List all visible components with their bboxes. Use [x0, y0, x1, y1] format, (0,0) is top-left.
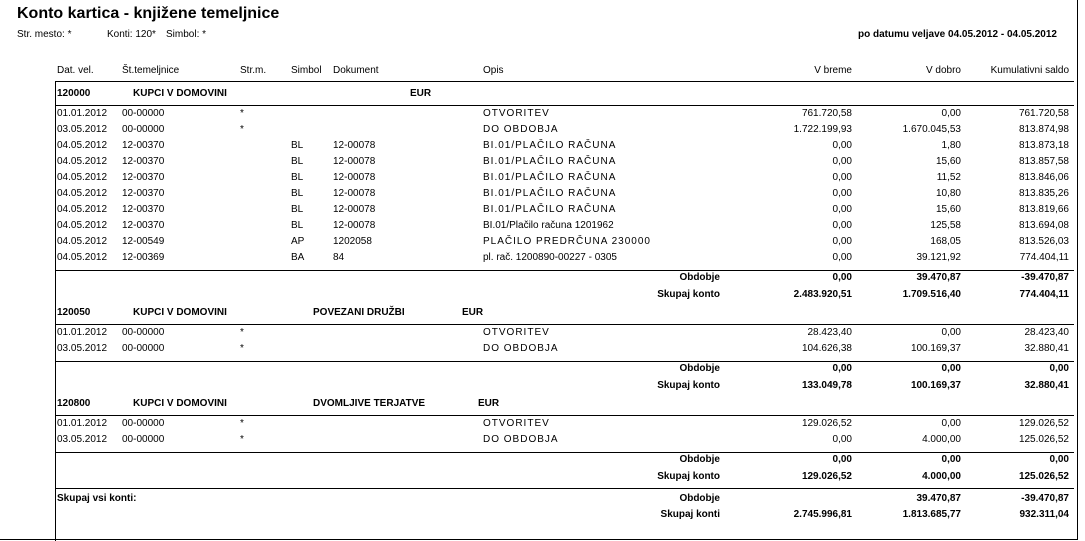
account-currency: EUR	[410, 88, 432, 99]
cell-dat-vel: 04.05.2012	[57, 140, 108, 151]
account-total-row	[0, 289, 1085, 305]
account-currency: EUR	[478, 398, 500, 409]
period-total-saldo: -39.470,87	[1021, 272, 1069, 283]
grand-period-label: Obdobje	[679, 493, 720, 504]
cell-dokument: 12-00078	[333, 188, 376, 199]
grand-total-label: Skupaj vsi konti:	[57, 493, 137, 504]
cell-opis: DO OBDOBJA	[483, 343, 559, 354]
subtotal-rule	[55, 361, 1074, 362]
cell-kumulativni-saldo: 813.873,18	[1018, 140, 1069, 151]
ledger-row	[0, 236, 1085, 252]
cell-simbol: BL	[291, 220, 304, 231]
cell-v-breme: 0,00	[832, 220, 852, 231]
col-header-v-dobro: V dobro	[925, 65, 961, 76]
cell-v-breme: 28.423,40	[807, 327, 852, 338]
cell-str-m: *	[240, 434, 244, 445]
cell-st-temeljnice: 00-00000	[122, 418, 165, 429]
period-total-row	[0, 454, 1085, 470]
cell-opis: OTVORITEV	[483, 418, 550, 429]
account-subname: POVEZANI DRUŽBI	[313, 307, 405, 318]
cell-opis: PLAČILO PREDRČUNA 230000	[483, 236, 651, 247]
ledger-row	[0, 156, 1085, 172]
cell-st-temeljnice: 12-00370	[122, 204, 165, 215]
cell-kumulativni-saldo: 813.819,66	[1018, 204, 1069, 215]
cell-kumulativni-saldo: 32.880,41	[1024, 343, 1069, 354]
cell-v-dobro: 39.121,92	[916, 252, 961, 263]
account-number: 120050	[57, 307, 91, 318]
cell-dokument: 1202058	[333, 236, 372, 247]
period-total-breme: 0,00	[832, 363, 852, 374]
cell-v-breme: 0,00	[832, 140, 852, 151]
ledger-row	[0, 434, 1085, 450]
account-number: 120000	[57, 88, 91, 99]
account-name: KUPCI V DOMOVINI	[133, 398, 227, 409]
cell-v-dobro: 10,80	[935, 188, 961, 199]
cell-v-breme: 1.722.199,93	[793, 124, 852, 135]
cell-st-temeljnice: 00-00000	[122, 343, 165, 354]
cell-v-dobro: 0,00	[941, 327, 961, 338]
account-name: KUPCI V DOMOVINI	[133, 88, 227, 99]
cell-st-temeljnice: 12-00369	[122, 252, 165, 263]
cell-dat-vel: 04.05.2012	[57, 172, 108, 183]
cell-v-dobro: 1.670.045,53	[902, 124, 961, 135]
cell-simbol: BL	[291, 140, 304, 151]
account-total-dobro: 1.709.516,40	[902, 289, 961, 300]
cell-opis: BI.01/PLAČILO RAČUNA	[483, 188, 617, 199]
cell-st-temeljnice: 12-00370	[122, 156, 165, 167]
ledger-row	[0, 172, 1085, 188]
cell-dat-vel: 04.05.2012	[57, 236, 108, 247]
cell-v-breme: 104.626,38	[801, 343, 852, 354]
cell-dat-vel: 01.01.2012	[57, 108, 108, 119]
account-total-breme: 2.483.920,51	[793, 289, 852, 300]
cell-dat-vel: 03.05.2012	[57, 124, 108, 135]
cell-dat-vel: 04.05.2012	[57, 220, 108, 231]
cell-kumulativni-saldo: 813.835,26	[1018, 188, 1069, 199]
ledger-row	[0, 343, 1085, 359]
cell-kumulativni-saldo: 125.026,52	[1018, 434, 1069, 445]
cell-opis: OTVORITEV	[483, 327, 550, 338]
cell-v-breme: 0,00	[832, 204, 852, 215]
cell-dat-vel: 04.05.2012	[57, 204, 108, 215]
account-total-label: Skupaj konto	[657, 289, 720, 300]
account-total-label: Skupaj konto	[657, 471, 720, 482]
col-header-dat-vel: Dat. vel.	[57, 65, 94, 76]
report-title: Konto kartica - knjižene temeljnice	[17, 5, 280, 22]
filter-str-mesto: Str. mesto: *	[17, 29, 72, 40]
col-header-v-breme: V breme	[814, 65, 852, 76]
col-header-kumulativni-saldo: Kumulativni saldo	[990, 65, 1069, 76]
cell-dat-vel: 01.01.2012	[57, 418, 108, 429]
account-total-label: Skupaj konto	[657, 380, 720, 391]
cell-v-breme: 0,00	[832, 156, 852, 167]
col-header-dokument: Dokument	[333, 65, 379, 76]
account-header	[0, 88, 1085, 104]
cell-dat-vel: 04.05.2012	[57, 252, 108, 263]
cell-dat-vel: 04.05.2012	[57, 156, 108, 167]
cell-simbol: BL	[291, 172, 304, 183]
cell-kumulativni-saldo: 129.026,52	[1018, 418, 1069, 429]
cell-v-dobro: 100.169,37	[910, 343, 961, 354]
col-header-opis: Opis	[483, 65, 504, 76]
cell-dokument: 84	[333, 252, 345, 263]
account-total-saldo: 125.026,52	[1018, 471, 1069, 482]
grand-total-rule	[55, 488, 1074, 489]
account-rule	[55, 105, 1074, 106]
cell-v-breme: 761.720,58	[801, 108, 852, 119]
ledger-row	[0, 140, 1085, 156]
cell-st-temeljnice: 12-00370	[122, 172, 165, 183]
cell-opis: DO OBDOBJA	[483, 434, 559, 445]
period-total-label: Obdobje	[679, 454, 720, 465]
cell-v-breme: 0,00	[832, 434, 852, 445]
account-rule	[55, 415, 1074, 416]
period-total-breme: 0,00	[832, 454, 852, 465]
cell-v-dobro: 0,00	[941, 108, 961, 119]
account-header	[0, 398, 1085, 414]
cell-str-m: *	[240, 327, 244, 338]
account-name: KUPCI V DOMOVINI	[133, 307, 227, 318]
cell-st-temeljnice: 00-00000	[122, 108, 165, 119]
cell-kumulativni-saldo: 774.404,11	[1019, 252, 1069, 263]
cell-str-m: *	[240, 343, 244, 354]
ledger-row	[0, 188, 1085, 204]
cell-v-breme: 0,00	[832, 188, 852, 199]
cell-v-dobro: 4.000,00	[922, 434, 961, 445]
account-total-dobro: 100.169,37	[910, 380, 961, 391]
ledger-row	[0, 252, 1085, 268]
cell-simbol: BL	[291, 188, 304, 199]
account-header	[0, 307, 1085, 323]
filter-konti: Konti: 120*	[107, 29, 156, 40]
cell-opis: pl. rač. 1200890-00227 - 0305	[483, 252, 617, 263]
cell-kumulativni-saldo: 813.694,08	[1018, 220, 1069, 231]
period-total-row	[0, 363, 1085, 379]
cell-st-temeljnice: 12-00370	[122, 140, 165, 151]
period-total-dobro: 0,00	[941, 363, 961, 374]
cell-dokument: 12-00078	[333, 220, 376, 231]
cell-str-m: *	[240, 124, 244, 135]
cell-kumulativni-saldo: 761.720,58	[1018, 108, 1069, 119]
cell-st-temeljnice: 00-00000	[122, 434, 165, 445]
col-header-str-m: Str.m.	[240, 65, 267, 76]
grand-total-breme: 2.745.996,81	[793, 509, 852, 520]
ledger-row	[0, 327, 1085, 343]
cell-opis: DO OBDOBJA	[483, 124, 559, 135]
cell-dat-vel: 03.05.2012	[57, 343, 108, 354]
cell-opis: BI.01/PLAČILO RAČUNA	[483, 204, 617, 215]
cell-v-breme: 129.026,52	[801, 418, 852, 429]
cell-opis: OTVORITEV	[483, 108, 550, 119]
account-subname: DVOMLJIVE TERJATVE	[313, 398, 426, 409]
cell-dat-vel: 04.05.2012	[57, 188, 108, 199]
grand-period-row	[0, 493, 1085, 509]
account-rule	[55, 324, 1074, 325]
account-total-row	[0, 471, 1085, 487]
cell-st-temeljnice: 12-00370	[122, 188, 165, 199]
cell-dokument: 12-00078	[333, 140, 376, 151]
cell-dat-vel: 01.01.2012	[57, 327, 108, 338]
col-header-simbol: Simbol	[291, 65, 322, 76]
period-total-label: Obdobje	[679, 363, 720, 374]
period-total-dobro: 0,00	[941, 454, 961, 465]
filter-simbol: Simbol: *	[166, 29, 207, 40]
period-total-row	[0, 272, 1085, 288]
cell-kumulativni-saldo: 813.526,03	[1018, 236, 1069, 247]
cell-v-breme: 0,00	[832, 252, 852, 263]
cell-st-temeljnice: 00-00000	[122, 124, 165, 135]
cell-v-dobro: 15,60	[935, 204, 961, 215]
cell-v-breme: 0,00	[832, 236, 852, 247]
cell-v-dobro: 0,00	[941, 418, 961, 429]
cell-opis: BI.01/PLAČILO RAČUNA	[483, 140, 617, 151]
cell-v-dobro: 11,52	[936, 172, 961, 183]
cell-v-breme: 0,00	[832, 172, 852, 183]
account-total-breme: 133.049,78	[801, 380, 852, 391]
cell-opis: BI.01/PLAČILO RAČUNA	[483, 156, 617, 167]
cell-v-dobro: 168,05	[930, 236, 961, 247]
grand-total-saldo: 932.311,04	[1019, 509, 1069, 520]
cell-kumulativni-saldo: 813.874,98	[1018, 124, 1069, 135]
account-total-saldo: 32.880,41	[1024, 380, 1069, 391]
period-total-dobro: 39.470,87	[916, 272, 961, 283]
grand-total-konti-label: Skupaj konti	[660, 509, 720, 520]
cell-simbol: BA	[291, 252, 305, 263]
cell-st-temeljnice: 12-00549	[122, 236, 165, 247]
cell-kumulativni-saldo: 813.857,58	[1018, 156, 1069, 167]
ledger-row	[0, 204, 1085, 220]
cell-st-temeljnice: 12-00370	[122, 220, 165, 231]
cell-kumulativni-saldo: 28.423,40	[1024, 327, 1069, 338]
grand-period-dobro: 39.470,87	[916, 493, 961, 504]
cell-st-temeljnice: 00-00000	[122, 327, 165, 338]
cell-v-dobro: 15,60	[935, 156, 961, 167]
subtotal-rule	[55, 452, 1074, 453]
cell-dokument: 12-00078	[333, 204, 376, 215]
cell-opis: BI.01/PLAČILO RAČUNA	[483, 172, 617, 183]
ledger-row	[0, 418, 1085, 434]
period-total-breme: 0,00	[832, 272, 852, 283]
grand-total-row	[0, 509, 1085, 525]
cell-dat-vel: 03.05.2012	[57, 434, 108, 445]
cell-dokument: 12-00078	[333, 156, 376, 167]
cell-simbol: AP	[291, 236, 305, 247]
cell-simbol: BL	[291, 156, 304, 167]
account-total-dobro: 4.000,00	[922, 471, 961, 482]
period-total-label: Obdobje	[679, 272, 720, 283]
cell-str-m: *	[240, 108, 244, 119]
cell-simbol: BL	[291, 204, 304, 215]
account-number: 120800	[57, 398, 91, 409]
ledger-row	[0, 108, 1085, 124]
cell-kumulativni-saldo: 813.846,06	[1018, 172, 1069, 183]
cell-str-m: *	[240, 418, 244, 429]
account-currency: EUR	[462, 307, 484, 318]
grand-total-dobro: 1.813.685,77	[902, 509, 961, 520]
ledger-row	[0, 124, 1085, 140]
period-total-saldo: 0,00	[1049, 363, 1069, 374]
account-total-row	[0, 380, 1085, 396]
account-total-breme: 129.026,52	[801, 471, 852, 482]
col-header-st-temeljnice: Št.temeljnice	[122, 65, 180, 76]
account-total-saldo: 774.404,11	[1019, 289, 1069, 300]
grand-period-saldo: -39.470,87	[1021, 493, 1069, 504]
cell-v-dobro: 125,58	[930, 220, 961, 231]
cell-opis: BI.01/Plačilo računa 1201962	[483, 220, 614, 231]
period-total-saldo: 0,00	[1049, 454, 1069, 465]
ledger-row	[0, 220, 1085, 236]
header-rule	[55, 81, 1074, 82]
date-range: po datumu veljave 04.05.2012 - 04.05.2012	[857, 29, 1057, 40]
subtotal-rule	[55, 270, 1074, 271]
cell-v-dobro: 1,80	[941, 140, 961, 151]
cell-dokument: 12-00078	[333, 172, 376, 183]
